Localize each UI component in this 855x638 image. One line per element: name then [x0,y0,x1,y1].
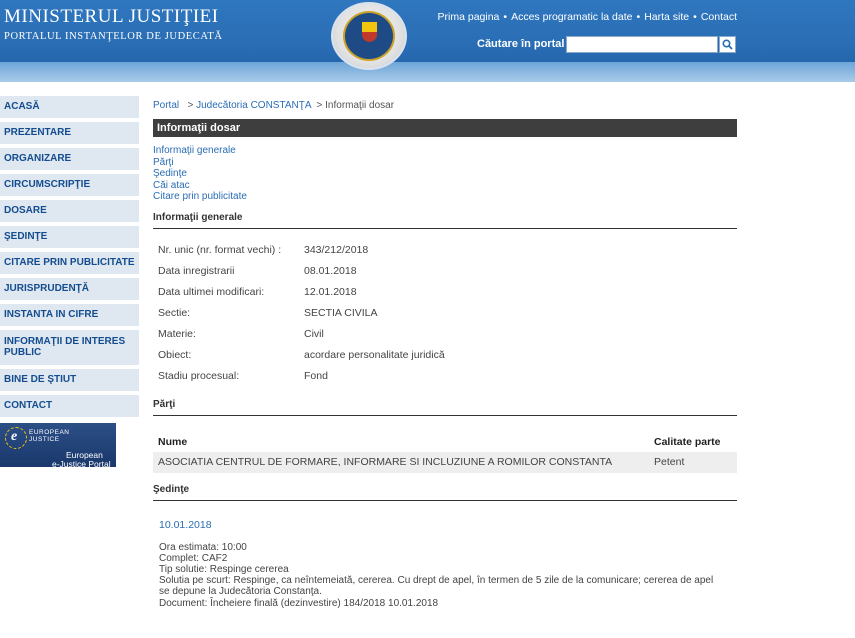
info-row [158,265,737,286]
column-header-calitate: Calitate parte [654,435,721,448]
sidebar-item-jurisprudenta[interactable]: JURISPRUDENŢĂ [0,278,139,300]
parti-table [153,433,737,473]
info-label: Nr. unic (nr. format vechi) : [158,243,282,256]
info-row [158,286,737,307]
sidebar-item-instanta-in-cifre[interactable]: INSTANTA IN CIFRE [0,304,139,326]
sidebar-item-acasa[interactable]: ACASĂ [0,96,139,118]
sedinta-document: Document: Încheiere finală (dezinvestire) 184/2018 10.01.2018 [159,597,439,609]
sidebar-item-citare[interactable]: CITARE PRIN PUBLICITATE [0,252,139,274]
info-heading: Informaţii generale [153,212,737,229]
sidebar-nav [0,96,139,467]
sedinta-block [153,519,737,609]
ejustice-name [52,451,111,469]
sedinta-tip-solutie: Tip solutie: Respinge cererea [159,563,289,575]
breadcrumb-portal[interactable]: Portal [153,100,180,111]
site-subtitle: PORTALUL INSTANŢELOR DE JUDECATĂ [4,31,223,42]
breadcrumb [153,100,737,116]
site-title[interactable]: MINISTERUL JUSTIŢIEI [4,6,219,27]
info-value: 12.01.2018 [304,285,357,298]
sidebar-item-informatii-interes-public[interactable]: INFORMAŢII DE INTERES PUBLIC [0,330,139,365]
info-row [158,370,737,391]
anchor-cai-atac[interactable]: Căi atac [153,179,190,191]
emblem-seal [343,11,395,61]
info-row [158,349,737,370]
search-input[interactable] [566,36,718,53]
sedinta-details [159,542,737,609]
search-icon [722,39,733,50]
sidebar-item-contact[interactable]: CONTACT [0,395,139,417]
sidebar-item-organizare[interactable]: ORGANIZARE [0,148,139,170]
sedinta-solutie-line2: se depune la Judecătoria Constanţa. [159,586,322,598]
info-value: acordare personalitate juridică [304,348,445,361]
sidebar-item-prezentare[interactable]: PREZENTARE [0,122,139,144]
ejustice-name-line2: e-Justice Portal [52,459,111,469]
main-content [153,96,737,609]
breadcrumb-current: Informaţii dosar [325,100,395,111]
page-title: Informaţii dosar [153,119,737,137]
search-button[interactable] [719,36,736,53]
sidebar-item-dosare[interactable]: DOSARE [0,200,139,222]
link-prima-pagina[interactable]: Prima pagina [437,11,500,23]
header-band [0,62,855,82]
anchor-sedinte[interactable]: Şedinţe [153,168,187,179]
anchor-informatii-generale[interactable]: Informaţii generale [153,145,236,156]
info-table [158,244,737,391]
info-row [158,328,737,349]
info-row [158,307,737,328]
info-value: SECTIA CIVILA [304,306,378,319]
ejustice-brand [29,429,69,443]
ejustice-name-line1: European [66,450,103,460]
info-value: Civil [304,327,324,340]
sedinta-date-link[interactable]: 10.01.2018 [159,518,212,531]
anchor-parti[interactable]: Părţi [153,156,174,168]
info-label: Sectie: [158,306,191,319]
sidebar-item-bine-de-stiut[interactable]: BINE DE ŞTIUT [0,369,139,391]
breadcrumb-court[interactable]: Judecătoria CONSTANŢA [196,100,311,111]
table-row [153,452,737,473]
coat-of-arms-emblem [331,2,407,70]
link-harta-site[interactable]: Harta site [644,11,690,23]
info-value: Fond [304,369,328,382]
sedinte-heading: Şedinţe [153,484,737,501]
info-label: Stadiu procesual: [158,369,240,382]
parti-heading: Părţi [153,399,737,416]
column-header-nume: Nume [158,435,188,448]
party-role: Petent [654,455,685,468]
sidebar-item-sedinte[interactable]: ŞEDINŢE [0,226,139,248]
parti-table-header [153,433,737,452]
ejustice-brand-bottom: JUSTICE [29,436,60,443]
link-acces-programatic[interactable]: Acces programatic la date [511,11,633,23]
search-label: Căutare în portal [477,38,565,50]
breadcrumb-separator: > [316,100,323,111]
section-anchors [153,145,737,203]
ejustice-brand-top: EUROPEAN [29,429,70,436]
ejustice-e-logo: e [11,429,18,444]
info-label: Data inregistrarii [158,264,235,277]
anchor-citare[interactable]: Citare prin publicitate [153,191,247,202]
sedinta-complet: Complet: CAF2 [159,552,228,564]
sedinta-ora: Ora estimata: 10:00 [159,541,247,553]
info-label: Data ultimei modificari: [158,285,265,298]
link-contact[interactable]: Contact [700,11,737,23]
top-links: Prima pagina • Acces programatic la date • Harta site • Contact [437,11,737,23]
breadcrumb-separator: > [187,100,194,111]
info-value: 343/212/2018 [304,243,369,256]
shield-icon [362,22,377,42]
sedinta-solutie-line1: Solutia pe scurt: Respinge, ca neîntemeiată, cererea. Cu drept de apel, în termen de 5 zile de la comunicare; cererea de apel [159,575,714,587]
info-label: Materie: [158,327,196,340]
info-label: Obiect: [158,348,192,361]
sidebar-item-circumscriptie[interactable]: CIRCUMSCRIPŢIE [0,174,139,196]
party-name: ASOCIATIA CENTRUL DE FORMARE, INFORMARE SI INCLUZIUNE A ROMILOR CONSTANTA [158,455,613,468]
info-row [158,244,737,265]
info-value: 08.01.2018 [304,264,357,277]
site-header [0,0,855,82]
ejustice-portal-banner[interactable] [0,423,116,467]
